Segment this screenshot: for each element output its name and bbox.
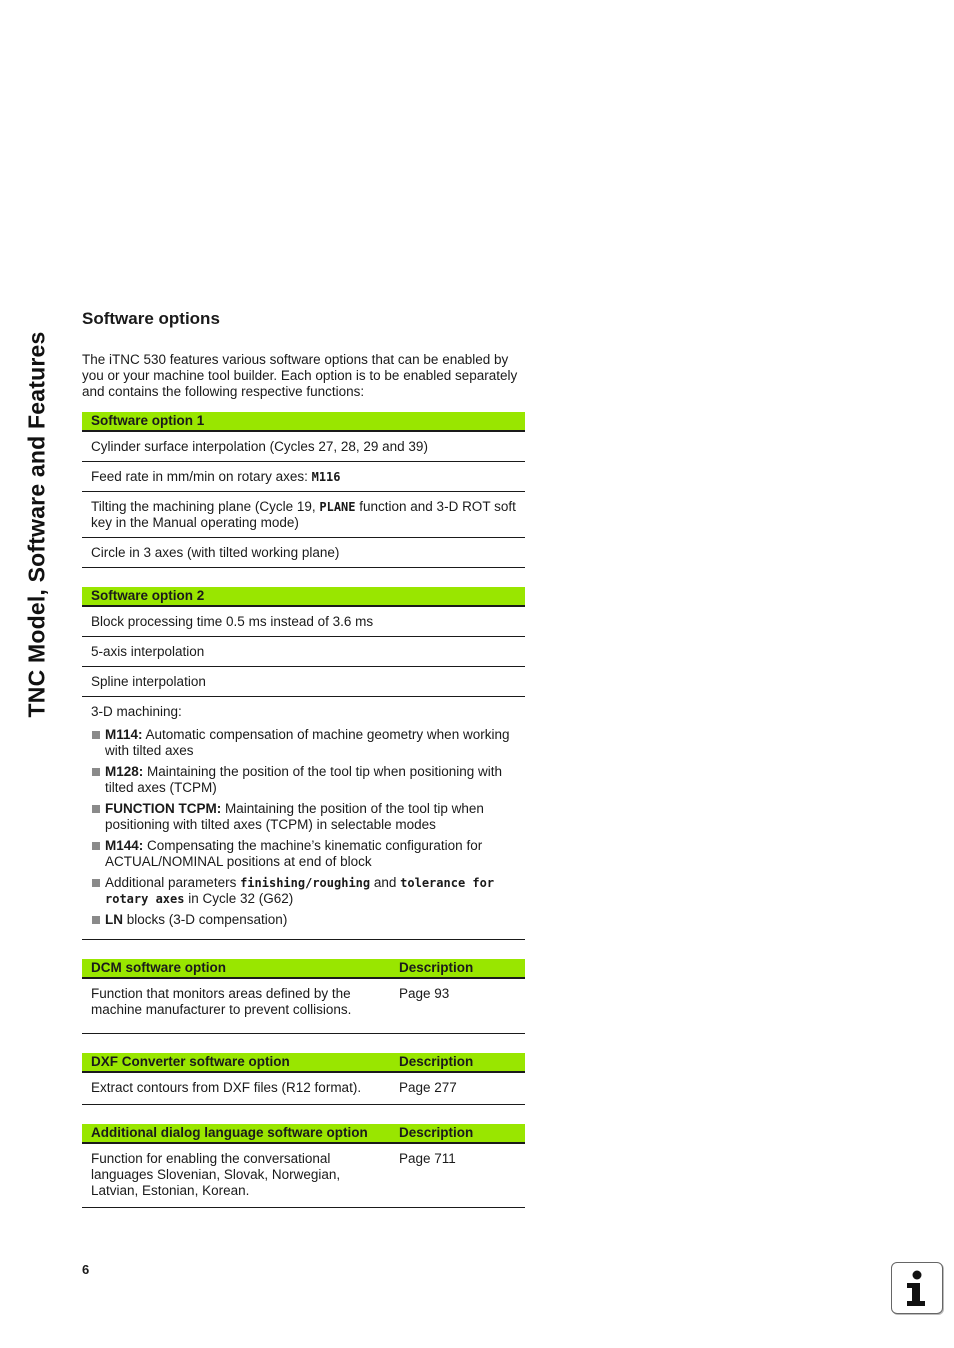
table-header: Additional dialog language software option xyxy=(82,1124,390,1143)
table-row xyxy=(82,667,525,697)
list-item-text: blocks (3-D compensation) xyxy=(123,912,288,927)
table-header-description: Description xyxy=(390,1053,525,1072)
language-option-table xyxy=(82,1124,525,1208)
table-row xyxy=(82,606,525,637)
code-span: finishing/roughing xyxy=(240,876,371,890)
list-item xyxy=(91,838,516,870)
list-item-text: and xyxy=(370,875,401,890)
code-span: M116 xyxy=(311,470,341,484)
text-span: function and 3-D ROT soft key in the Manual operating mode) xyxy=(91,499,516,530)
table-row xyxy=(82,697,525,940)
list-item-text: Maintaining the position of the tool tip when positioning with tilted axes (TCPM) in selectable modes xyxy=(105,801,484,832)
list-item xyxy=(91,875,516,907)
list-item-text: in Cycle 32 (G62) xyxy=(184,891,294,906)
intro-paragraph: The iTNC 530 features various software options that can be enabled by you or your machine tool builder. Each option is to be enabled separately and contains the following respective functions: xyxy=(82,352,518,399)
text-span: Tilting the machining plane (Cycle 19, xyxy=(91,499,320,514)
list-item-key: LN xyxy=(105,912,123,927)
table-header-description: Description xyxy=(390,1124,525,1143)
table-cell: Cylinder surface interpolation (Cycles 27, 28, 29 and 39) xyxy=(82,431,525,462)
list-item-text: Automatic compensation of machine geometry when working with tilted axes xyxy=(105,727,510,758)
table-cell xyxy=(82,697,525,940)
table-cell xyxy=(82,492,525,538)
list-item-key: M114: xyxy=(105,727,143,742)
table-header: Software option 2 xyxy=(82,587,525,606)
page-number: 6 xyxy=(82,1262,90,1277)
table-cell: Extract contours from DXF files (R12 format). xyxy=(82,1072,390,1105)
table-cell: Function that monitors areas defined by the machine manufacturer to prevent collisions. xyxy=(82,978,390,1034)
table-row xyxy=(82,1143,525,1208)
table-header: DCM software option xyxy=(82,959,390,978)
table-header: Software option 1 xyxy=(82,412,525,431)
list-item-text: Compensating the machine’s kinematic configuration for ACTUAL/NOMINAL positions at end of block xyxy=(105,838,483,869)
main-content xyxy=(82,306,525,1208)
table-header: DXF Converter software option xyxy=(82,1053,390,1072)
table-row xyxy=(82,538,525,568)
list-item-key: M128: xyxy=(105,764,144,779)
table-row xyxy=(82,978,525,1034)
list-intro: 3-D machining: xyxy=(91,704,182,719)
table-row xyxy=(82,462,525,492)
list-item xyxy=(91,801,516,833)
page-reference: Page 711 xyxy=(390,1143,525,1208)
table-header-description: Description xyxy=(390,959,525,978)
list-item-key: FUNCTION TCPM: xyxy=(105,801,222,816)
list-item-text: Additional parameters xyxy=(105,875,241,890)
section-heading: Software options xyxy=(82,309,220,328)
table-cell: Function for enabling the conversational languages Slovenian, Slovak, Norwegian, Latvian, Estonian, Korean. xyxy=(82,1143,390,1208)
table-cell: Spline interpolation xyxy=(82,667,525,697)
code-span: PLANE xyxy=(319,500,356,514)
software-option-2-table xyxy=(82,587,525,940)
list-item xyxy=(91,764,516,796)
code-span: tolerance for rotary axes xyxy=(105,876,495,906)
table-cell: Circle in 3 axes (with tilted working plane) xyxy=(82,538,525,568)
page-reference: Page 93 xyxy=(390,978,525,1034)
side-chapter-title xyxy=(23,313,51,735)
table-cell: 5-axis interpolation xyxy=(82,637,525,667)
table-cell: Block processing time 0.5 ms instead of 3.6 ms xyxy=(82,606,525,637)
bullet-list xyxy=(91,727,516,928)
side-chapter-title-text: TNC Model, Software and Features xyxy=(23,331,50,717)
page-reference: Page 277 xyxy=(390,1072,525,1105)
list-item-text: Maintaining the position of the tool tip when positioning with tilted axes (TCPM) xyxy=(105,764,502,795)
table-row xyxy=(82,637,525,667)
list-item xyxy=(91,912,516,928)
dxf-option-table xyxy=(82,1053,525,1105)
list-item-key: M144: xyxy=(105,838,144,853)
software-option-1-table xyxy=(82,412,525,568)
dcm-option-table xyxy=(82,959,525,1034)
info-icon xyxy=(891,1262,943,1314)
table-row xyxy=(82,1072,525,1105)
table-cell xyxy=(82,462,525,492)
table-row xyxy=(82,492,525,538)
table-row xyxy=(82,431,525,462)
text-span: Feed rate in mm/min on rotary axes: xyxy=(91,469,312,484)
list-item xyxy=(91,727,516,759)
